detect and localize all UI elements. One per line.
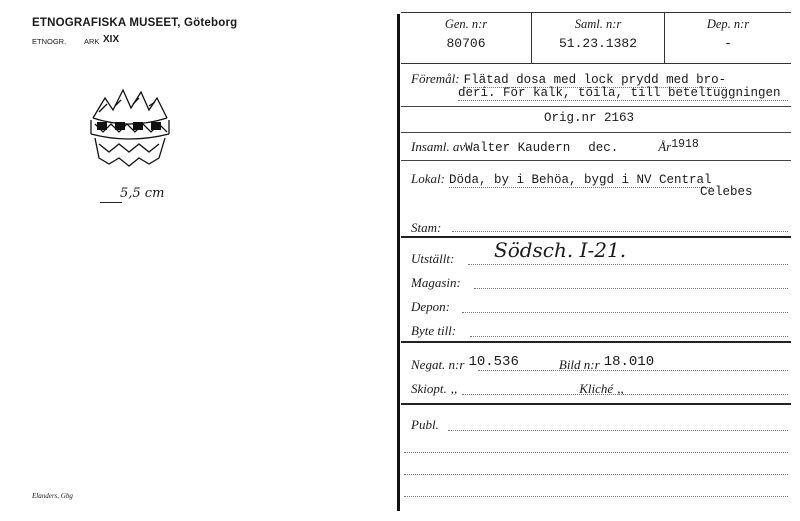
skiopt-value: ,, bbox=[450, 381, 458, 396]
gen-number-label: Gen. n:r bbox=[444, 17, 488, 31]
dep-number-cell bbox=[665, 13, 791, 63]
utstallt-value: Södsch. I-21. bbox=[494, 238, 627, 262]
depon-label: Depon: bbox=[411, 299, 450, 314]
negat-value: 10.536 bbox=[468, 354, 519, 370]
ar-value: 1918 bbox=[671, 138, 699, 151]
kliche-value: ,, bbox=[617, 381, 624, 396]
lokal-label: Lokal: bbox=[411, 171, 445, 186]
dep-number-value: - bbox=[724, 36, 732, 51]
magasin-label: Magasin: bbox=[411, 275, 461, 290]
foremal-line-1: Flätad dosa med lock prydd med bro- bbox=[463, 73, 727, 87]
printer-imprint: Elanders, Gbg bbox=[32, 492, 73, 500]
stam-label: Stam: bbox=[411, 220, 442, 235]
dep-number-label: Dep. n:r bbox=[706, 17, 750, 31]
insaml-field bbox=[411, 138, 789, 156]
gen-number-cell bbox=[401, 13, 531, 63]
object-sketch bbox=[85, 78, 173, 178]
skiopt-field bbox=[411, 380, 789, 398]
bild-value: 18.010 bbox=[603, 354, 655, 370]
orig-number: Orig.nr 2163 bbox=[544, 111, 635, 125]
card-divider bbox=[397, 14, 400, 511]
publ-label: Publ. bbox=[411, 417, 439, 432]
kliche-label: Kliché bbox=[579, 381, 614, 396]
lokal-line-1: Döda, by i Behöa, bygd i NV Central bbox=[448, 173, 712, 187]
bild-label: Bild n:r bbox=[558, 357, 600, 372]
ar-label: År bbox=[658, 139, 672, 154]
department-label: ETNOGR. bbox=[32, 37, 67, 46]
scale-line bbox=[100, 202, 122, 203]
insaml-month: dec. bbox=[588, 141, 619, 155]
skiopt-label: Skiopt. bbox=[411, 381, 447, 396]
museum-name: ETNOGRAFISKA MUSEET, bbox=[32, 17, 181, 29]
saml-number-cell bbox=[532, 13, 664, 63]
lokal-line-2: Celebes bbox=[700, 185, 753, 199]
publ-field bbox=[411, 416, 800, 434]
negat-label: Negat. n:r bbox=[411, 357, 465, 372]
byte-label: Byte till: bbox=[411, 323, 457, 338]
stam-field bbox=[411, 219, 789, 237]
insaml-label: Insaml. av bbox=[411, 139, 466, 154]
museum-city: Göteborg bbox=[184, 17, 238, 29]
insaml-value: Walter Kaudern bbox=[465, 141, 571, 155]
department-code: ARK bbox=[84, 37, 100, 46]
foremal-line-2: deri. För kalk, töila, till beteltuggningen bbox=[458, 86, 788, 101]
scale-note: 5,5 cm bbox=[120, 186, 165, 201]
foremal-label: Föremål: bbox=[411, 71, 460, 86]
saml-number-value: 51.23.1382 bbox=[558, 36, 637, 51]
magasin-field bbox=[411, 274, 800, 292]
utstallt-label: Utställt: bbox=[411, 251, 455, 266]
gen-number-value: 80706 bbox=[446, 36, 486, 51]
saml-number-label: Saml. n:r bbox=[574, 17, 622, 31]
department-code-extra: XIX bbox=[103, 34, 120, 45]
museum-heading bbox=[32, 17, 237, 29]
byte-field bbox=[411, 322, 800, 340]
number-header bbox=[401, 12, 791, 64]
depon-field bbox=[411, 298, 800, 316]
negat-field bbox=[411, 354, 789, 374]
